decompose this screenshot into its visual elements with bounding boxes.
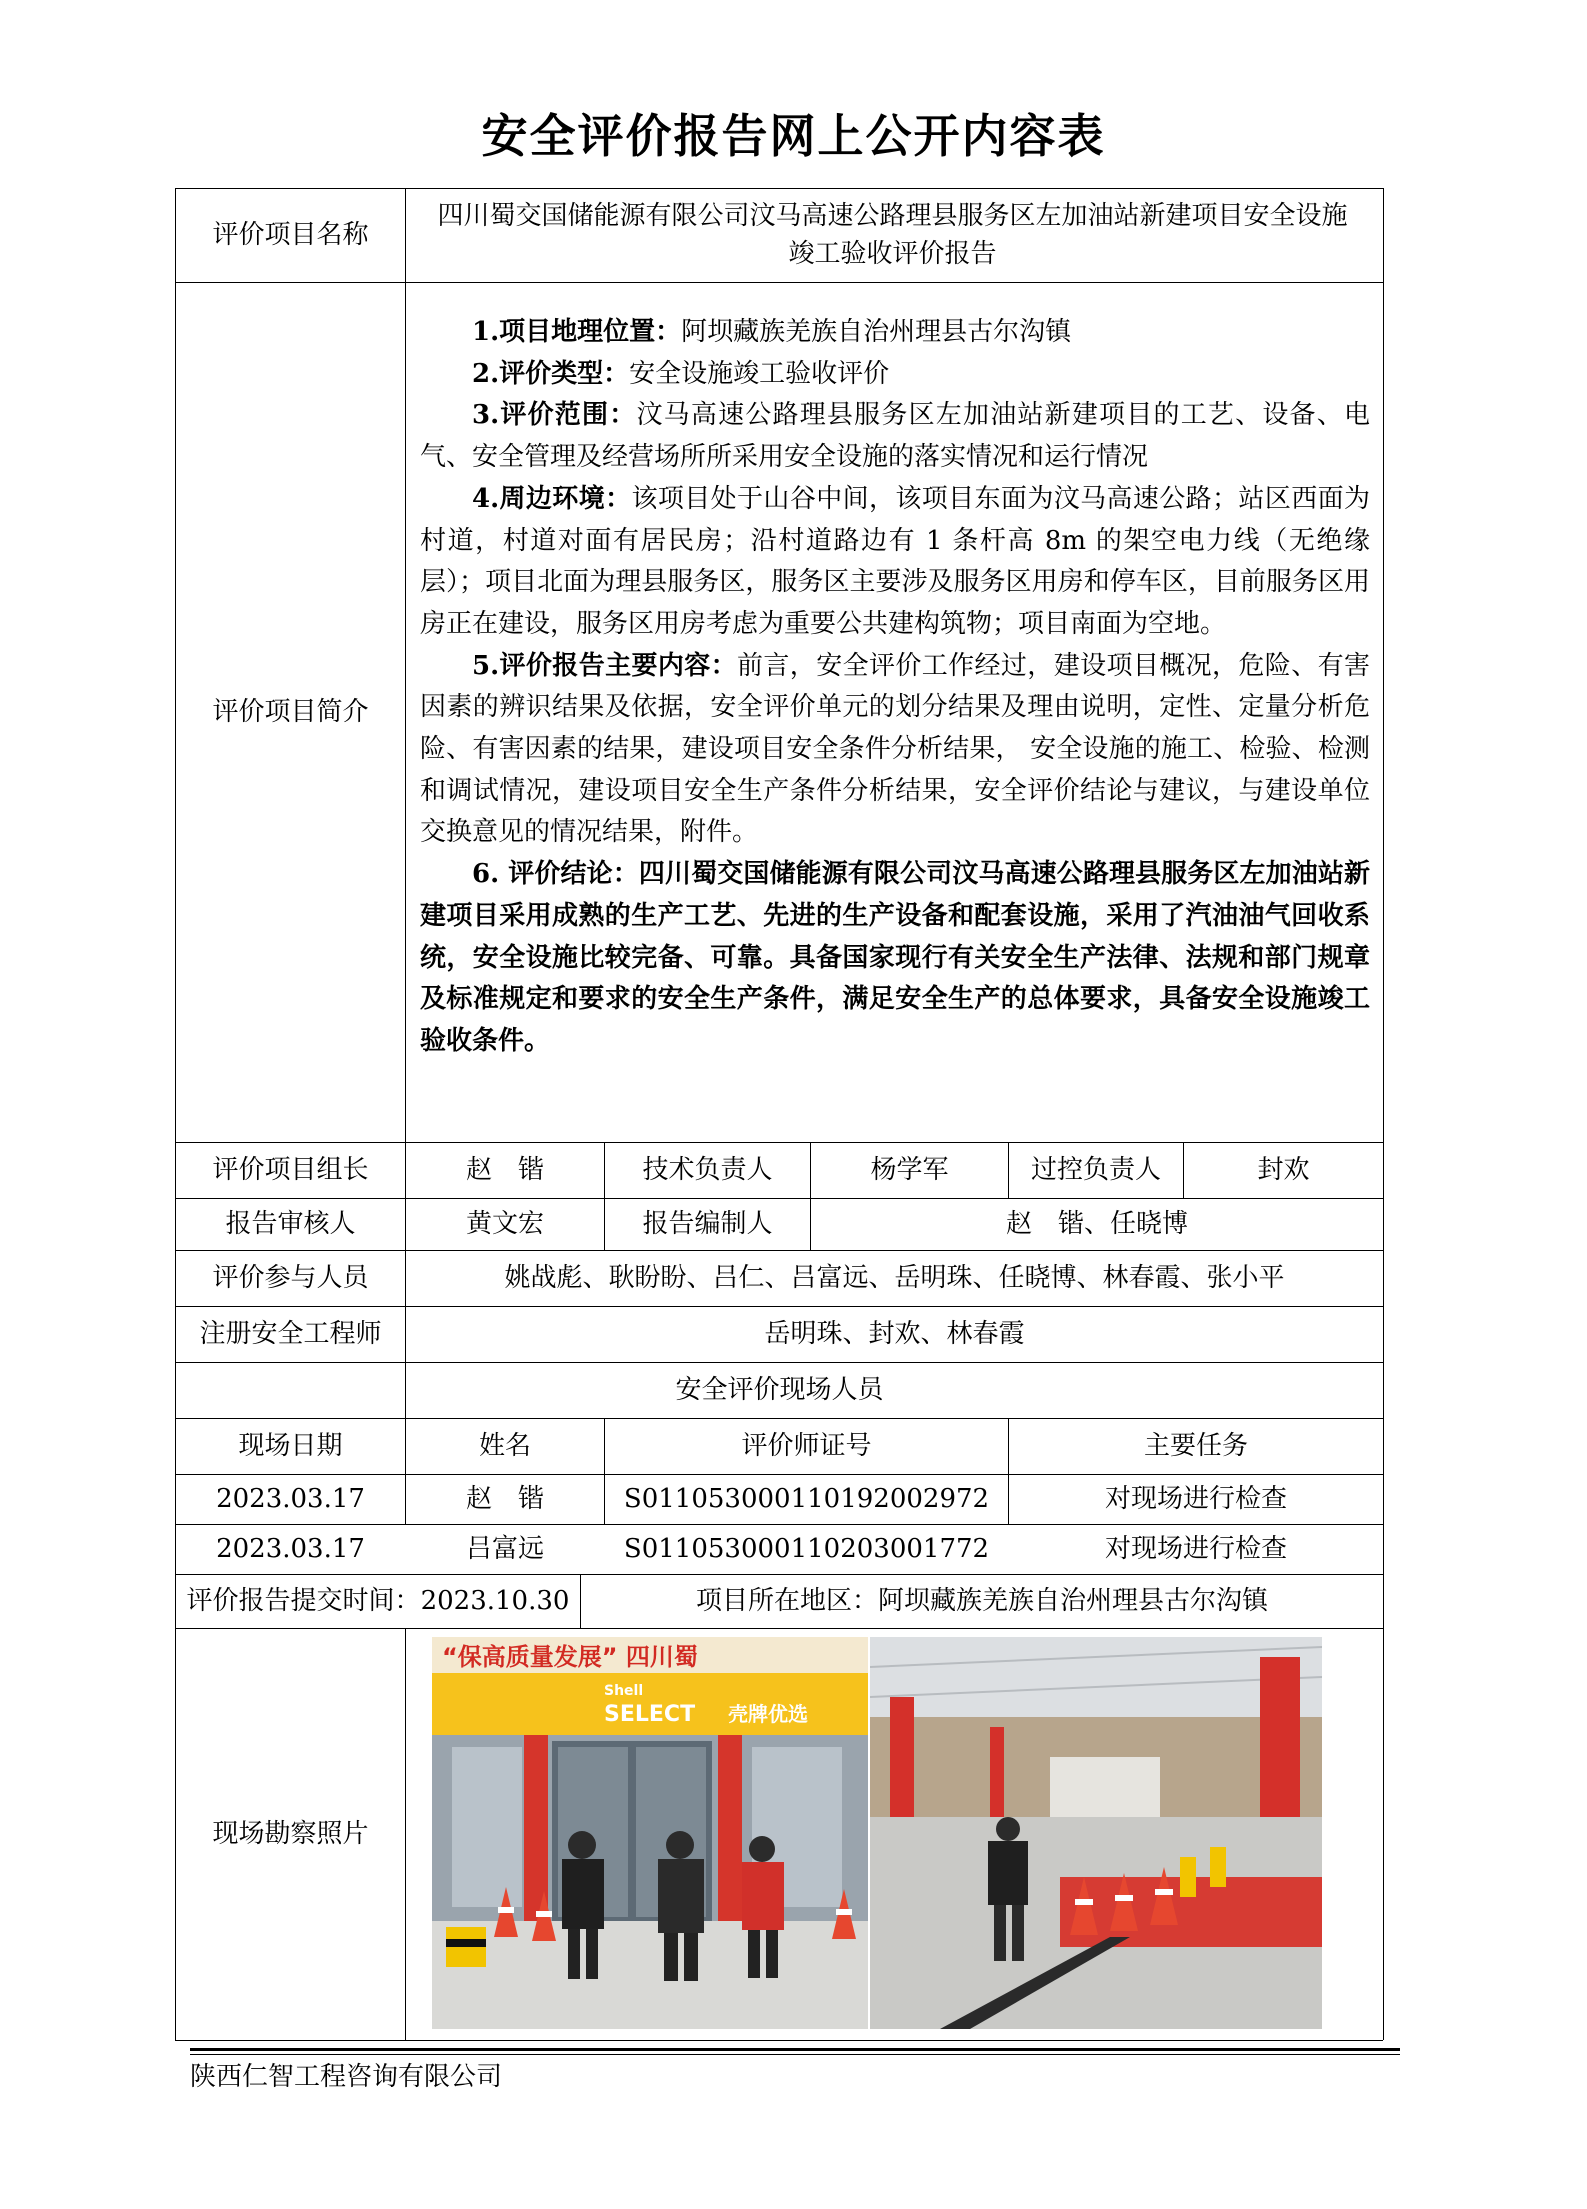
summary-item-contents: 5.评价报告主要内容：前言，安全评价工作经过，建设项目概况，危险、有害因素的辨识结果及依据，安全评价单元的划分结果及理由说明，定性、定量分析危险、有害因素的结果，建设项目安全条件分析结果， 安全设施的施工、检验、检测和调试情况，建设项目安全生产条件分析结果，安全评价结论与建议，与建设单位交换意见的情况结果，附件。 (420, 650, 1370, 848)
site-header-name: 姓名 (478, 1430, 531, 1461)
summary-item-location: 1.项目地理位置：阿坝藏族羌族自治州理县古尔沟镇 (472, 317, 1072, 347)
summary-content (420, 312, 1370, 1063)
page-title: 安全评价报告网上公开内容表 (481, 109, 1106, 163)
summary-item-type: 2.评价类型：安全设施竣工验收评价 (472, 358, 890, 389)
tech-value: 杨学军 (870, 1154, 949, 1185)
submit-time-label: 评价报告提交时间： (186, 1585, 421, 1616)
photos-label: 现场勘察照片 (212, 1818, 369, 1849)
footer-company: 陕西仁智工程咨询有限公司 (190, 2062, 503, 2092)
footer-rule-thin (190, 2054, 1400, 2055)
reviewer-value: 黄文宏 (465, 1208, 544, 1239)
table-line (405, 1628, 406, 2040)
project-region-label: 项目所在地区： (695, 1585, 878, 1616)
table-line (1383, 188, 1384, 2040)
summary-item-environment: 4.周边环境：该项目处于山谷中间，该项目东面为汶马高速公路；站区西面为村道，村道对面有居民房；沿村道路边有 1 条杆高 8m 的架空电力线（无绝缘层）；项目北面为理县服务区，服务区主要涉及服务区用房和停车区，目前服务区用房正在建设，服务区用房考虑为重要公共建构筑物；项目南面为空地。 (420, 483, 1370, 639)
table-row: 2023.03.17 (216, 1483, 365, 1514)
table-row: 吕富远 (465, 1533, 544, 1564)
editor-label: 报告编制人 (642, 1208, 773, 1239)
table-row: 对现场进行检查 (1104, 1533, 1287, 1564)
table-row: 对现场进行检查 (1104, 1483, 1287, 1514)
project-name-label: 评价项目名称 (212, 219, 369, 250)
forecourt-illustration (870, 1637, 1322, 2029)
site-header-date: 现场日期 (238, 1430, 343, 1461)
site-photo-forecourt (870, 1637, 1322, 2029)
table-line (175, 2040, 1383, 2041)
submit-time (176, 1575, 580, 1628)
table-row: S011053000110192002972 (623, 1483, 990, 1514)
sign-select: SELECT (604, 1702, 696, 1727)
editor-value: 赵 锴、任晓博 (1005, 1208, 1188, 1239)
summary-label: 评价项目简介 (212, 696, 369, 727)
site-header-cert: 评价师证号 (741, 1430, 872, 1461)
tech-label: 技术负责人 (642, 1154, 773, 1185)
submit-time-value: 2023.10.30 (420, 1585, 570, 1616)
project-region-value: 阿坝藏族羌族自治州理县古尔沟镇 (878, 1585, 1269, 1616)
engineers-value: 岳明珠、封欢、林春霞 (764, 1318, 1025, 1349)
reviewer-label: 报告审核人 (225, 1208, 356, 1239)
site-photo-storefront (432, 1637, 868, 2029)
participants-label: 评价参与人员 (212, 1262, 369, 1293)
project-name-value: 四川蜀交国储能源有限公司汶马高速公路理县服务区左加油站新建项目安全设施竣工验收评价报告 (437, 200, 1348, 269)
control-value: 封欢 (1257, 1154, 1310, 1185)
summary-item-conclusion: 6. 评价结论：四川蜀交国储能源有限公司汶马高速公路理县服务区左加油站新建项目采用成熟的生产工艺、先进的生产设备和配套设施，采用了汽油油气回收系统，安全设施比较完备、可靠。具备国家现行有关安全生产法律、法规和部门规章及标准规定和要求的安全生产条件，满足安全生产的总体要求，具备安全设施竣工验收条件。 (420, 859, 1370, 1056)
leader-value: 赵 锴 (465, 1154, 544, 1185)
participants-value: 姚战彪、耿盼盼、吕仁、吕富远、岳明珠、任晓博、林春霞、张小平 (504, 1262, 1285, 1293)
footer-rule-thick (190, 2048, 1400, 2051)
leader-label: 评价项目组长 (212, 1154, 369, 1185)
banner-text: “保高质量发展” 四川蜀 (442, 1643, 698, 1671)
project-region (581, 1575, 1383, 1628)
engineers-label: 注册安全工程师 (199, 1318, 382, 1349)
table-row: S011053000110203001772 (623, 1533, 990, 1564)
sign-brand: Shell (604, 1683, 644, 1699)
sign-cn: 壳牌优选 (728, 1702, 808, 1726)
table-row: 赵 锴 (465, 1483, 544, 1514)
site-section-title: 安全评价现场人员 (675, 1374, 884, 1405)
table-row: 2023.03.17 (216, 1533, 365, 1564)
summary-item-scope: 3.评价范围：汶马高速公路理县服务区左加油站新建项目的工艺、设备、电气、安全管理及经营场所所采用安全设施的落实情况和运行情况 (420, 400, 1370, 473)
control-label: 过控负责人 (1030, 1154, 1161, 1185)
storefront-illustration (432, 1637, 868, 2029)
site-header-task: 主要任务 (1143, 1430, 1248, 1461)
